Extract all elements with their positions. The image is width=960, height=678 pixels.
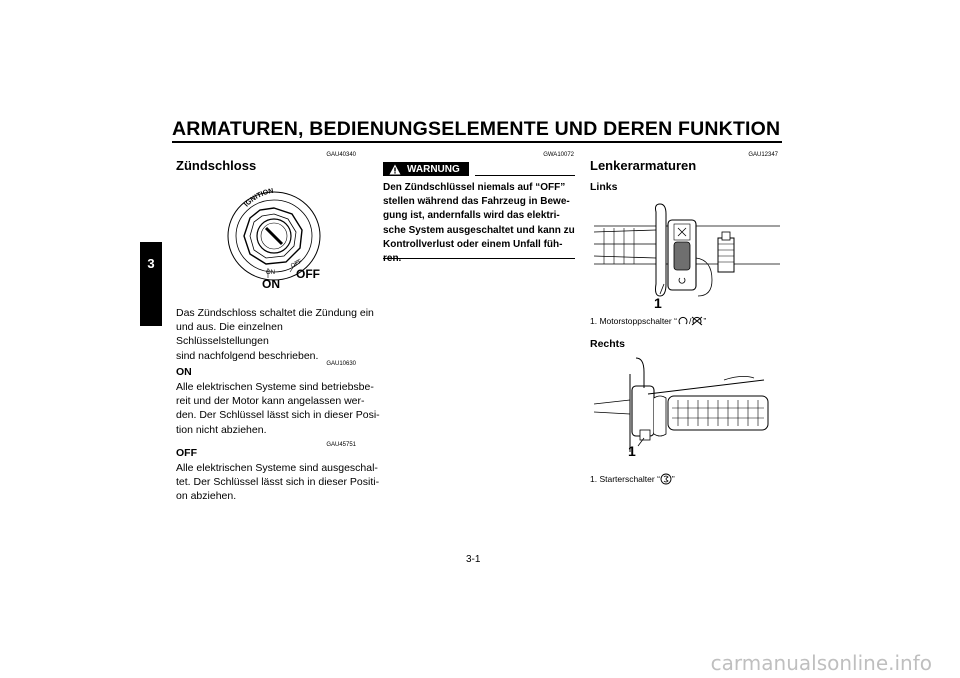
ignition-intro-text: Das Zündschloss schaltet die Zündung ein und aus. Die einzelnen Schlüsselstellungen sind nachfolgend beschrieben.	[176, 307, 374, 362]
callout-1-left: 1	[654, 295, 662, 310]
on-heading: ON	[176, 366, 192, 378]
off-description: Alle elektrischen Systeme sind ausgeschal- tet. Der Schlüssel lässt sich in dieser Positi- on abziehen.	[176, 462, 380, 503]
ref-code: GWA10072	[543, 152, 574, 158]
watermark-link[interactable]: carmanualsonline.info	[710, 651, 932, 675]
left-caption: 1. Motorstoppschalter “ / ”	[590, 316, 707, 326]
page-number: 3-1	[466, 554, 481, 565]
warning-label: WARNUNG	[407, 163, 460, 175]
ref-code: GAU45751	[326, 442, 356, 448]
off-heading: OFF	[176, 447, 197, 459]
warning-rule-bottom	[383, 258, 575, 259]
left-label: Links	[590, 181, 618, 193]
title-rule	[172, 141, 782, 143]
engine-run-icon	[677, 316, 689, 326]
callout-1-right: 1	[628, 443, 636, 458]
ignition-ring-label: IGNITION	[243, 187, 275, 209]
page-title: ARMATUREN, BEDIENUNGSELEMENTE UND DEREN FUNKTION	[172, 118, 781, 140]
on-description: Alle elektrischen Systeme sind betriebsbe- reit und der Motor kann angelassen wer- den. Der Schlüssel lässt sich in dieser Posi- tion nicht abziehen.	[176, 381, 380, 436]
position-off-small: OFF	[290, 258, 304, 270]
right-label: Rechts	[590, 338, 626, 350]
position-on-small: ON	[266, 270, 275, 276]
section-heading-handlebar: Lenkerarmaturen	[590, 158, 697, 173]
right-handlebar-illustration	[594, 354, 780, 458]
engine-stop-icon	[691, 316, 703, 326]
warning-triangle-icon	[389, 164, 401, 175]
ref-code: GAU10630	[326, 361, 356, 367]
warning-rule-top	[475, 175, 575, 176]
ref-code: GAU40340	[326, 152, 356, 158]
ignition-switch-illustration	[222, 186, 342, 290]
section-heading-ignition: Zündschloss	[176, 158, 257, 173]
warning-badge	[383, 162, 469, 176]
right-caption: 1. Starterschalter “ ”	[590, 474, 675, 484]
starter-icon	[660, 473, 672, 485]
label-on: ON	[262, 277, 280, 290]
chapter-tab: 3	[140, 242, 162, 326]
ref-code: GAU12347	[748, 152, 778, 158]
label-off: OFF	[296, 267, 320, 281]
warning-text: Den Zündschlüssel niemals auf “OFF” stellen während das Fahrzeug in Bewe- gung ist, andernfalls wird das elektri- sche System ausgeschaltet und kann zu Kontrollverlust oder einem Unfall füh-	[383, 182, 575, 250]
left-handlebar-illustration	[594, 200, 780, 310]
